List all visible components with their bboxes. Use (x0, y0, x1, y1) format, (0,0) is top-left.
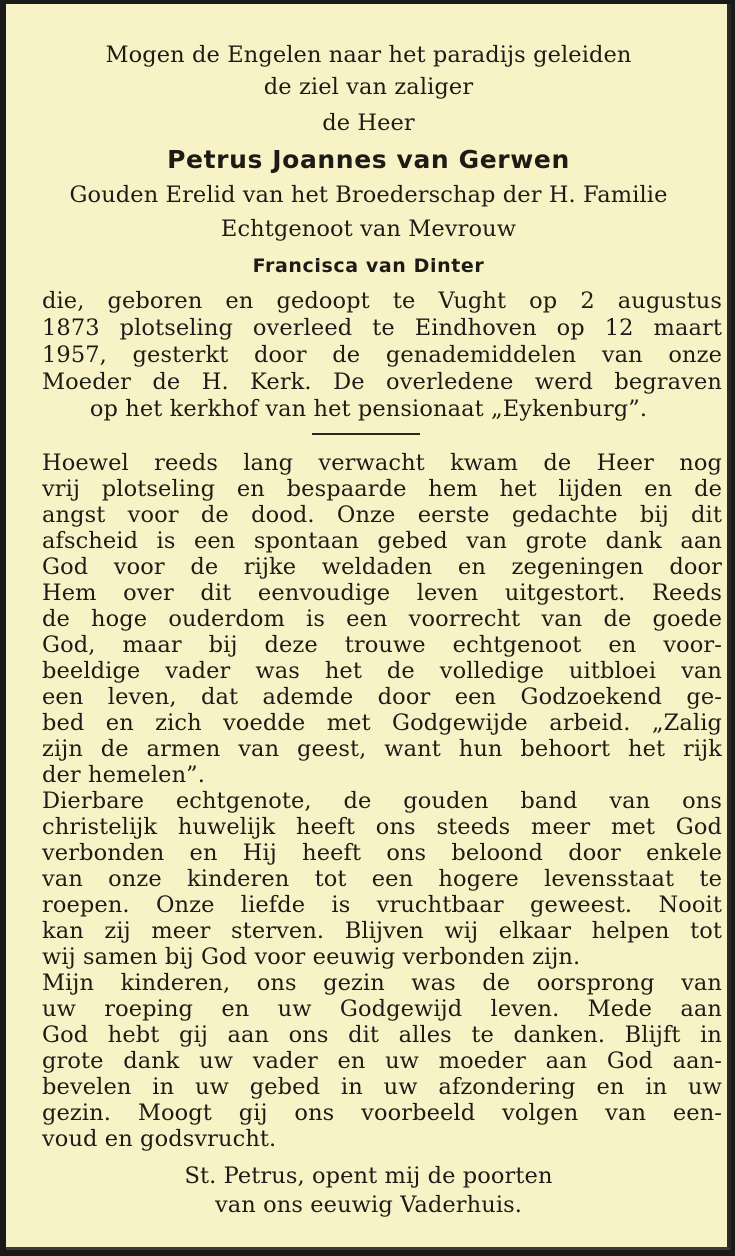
intro-line: Moeder de H. Kerk. De overledene werd begraven (42, 369, 722, 395)
body-line: kan zij meer sterven. Blijven wij elkaar helpen tot (42, 918, 722, 944)
divider-rule (312, 433, 420, 435)
body-line: de hoge ouderdom is een voorrecht van de goede (42, 606, 722, 632)
spouse-intro: Echtgenoot van Mevrouw (220, 216, 517, 242)
body-line: bevelen in uw gebed in uw afzondering en in uw (42, 1074, 722, 1100)
closing-line-1: St. Petrus, opent mij de poorten (184, 1163, 553, 1189)
body-line: afscheid is een spontaan gebed van grote dank aan (42, 528, 722, 554)
spouse-name: Francisca van Dinter (252, 255, 485, 277)
body-line: uw roeping en uw Godgewijd leven. Mede aan (42, 996, 722, 1022)
body-line: Mijn kinderen, ons gezin was de oorsprong van (42, 970, 722, 996)
body-line: God voor de rijke weldaden en zegeningen door (42, 554, 722, 580)
intro-line: 1957, gesterkt door de genademiddelen van onze (42, 342, 722, 368)
opening-line-2: de ziel van zaliger (263, 74, 474, 100)
intro-line: die, geboren en gedoopt te Vught op 2 augustus (42, 288, 722, 314)
body-line: der hemelen”. (42, 762, 206, 788)
body-line: beeldige vader was het de volledige uitbloei van (42, 658, 722, 684)
body-line: verbonden en Hij heeft ons beloond door enkele (42, 840, 722, 866)
body-line: gezin. Moogt gij ons voorbeeld volgen van een- (42, 1100, 722, 1126)
closing-line-2: van ons eeuwig Vaderhuis. (214, 1192, 523, 1218)
body-line: Hem over dit eenvoudige leven uitgestort. Reeds (42, 580, 722, 606)
deceased-name: Petrus Joannes van Gerwen (167, 145, 570, 174)
body-line: een leven, dat ademde door een Godzoekend ge- (42, 684, 722, 710)
body-line: God, maar bij deze trouwe echtgenoot en voor- (42, 632, 722, 658)
opening-line-3: de Heer (322, 110, 415, 136)
body-line: bed en zich voedde met Godgewijde arbeid. „Zalig (42, 710, 722, 736)
opening-line-1: Mogen de Engelen naar het paradijs geleiden (105, 42, 632, 68)
body-line: angst voor de dood. Onze eerste gedachte bij dit (42, 502, 722, 528)
body-line: van onze kinderen tot een hogere levensstaat te (42, 866, 722, 892)
body-line: wij samen bij God voor eeuwig verbonden zijn. (42, 944, 581, 970)
intro-line: op het kerkhof van het pensionaat „Eykenburg”. (89, 396, 648, 422)
body-line: zijn de armen van geest, want hun behoort het rijk (42, 736, 722, 762)
body-line: voud en godsvrucht. (42, 1126, 277, 1152)
body-line: grote dank uw vader en uw moeder aan God aan- (42, 1048, 722, 1074)
body-line: christelijk huwelijk heeft ons steeds meer met God (42, 814, 722, 840)
body-line: Hoewel reeds lang verwacht kwam de Heer nog (42, 450, 722, 476)
body-line: God hebt gij aan ons dit alles te danken. Blijft in (42, 1022, 722, 1048)
body-line: Dierbare echtgenote, de gouden band van ons (42, 788, 722, 814)
body-line: roepen. Onze liefde is vruchtbaar geweest. Nooit (42, 892, 722, 918)
body-line: vrij plotseling en bespaarde hem het lijden en de (42, 476, 722, 502)
intro-line: 1873 plotseling overleed te Eindhoven op 12 maart (42, 315, 722, 341)
title-line: Gouden Erelid van het Broederschap der H. Familie (69, 182, 668, 208)
memorial-card (6, 4, 731, 1250)
